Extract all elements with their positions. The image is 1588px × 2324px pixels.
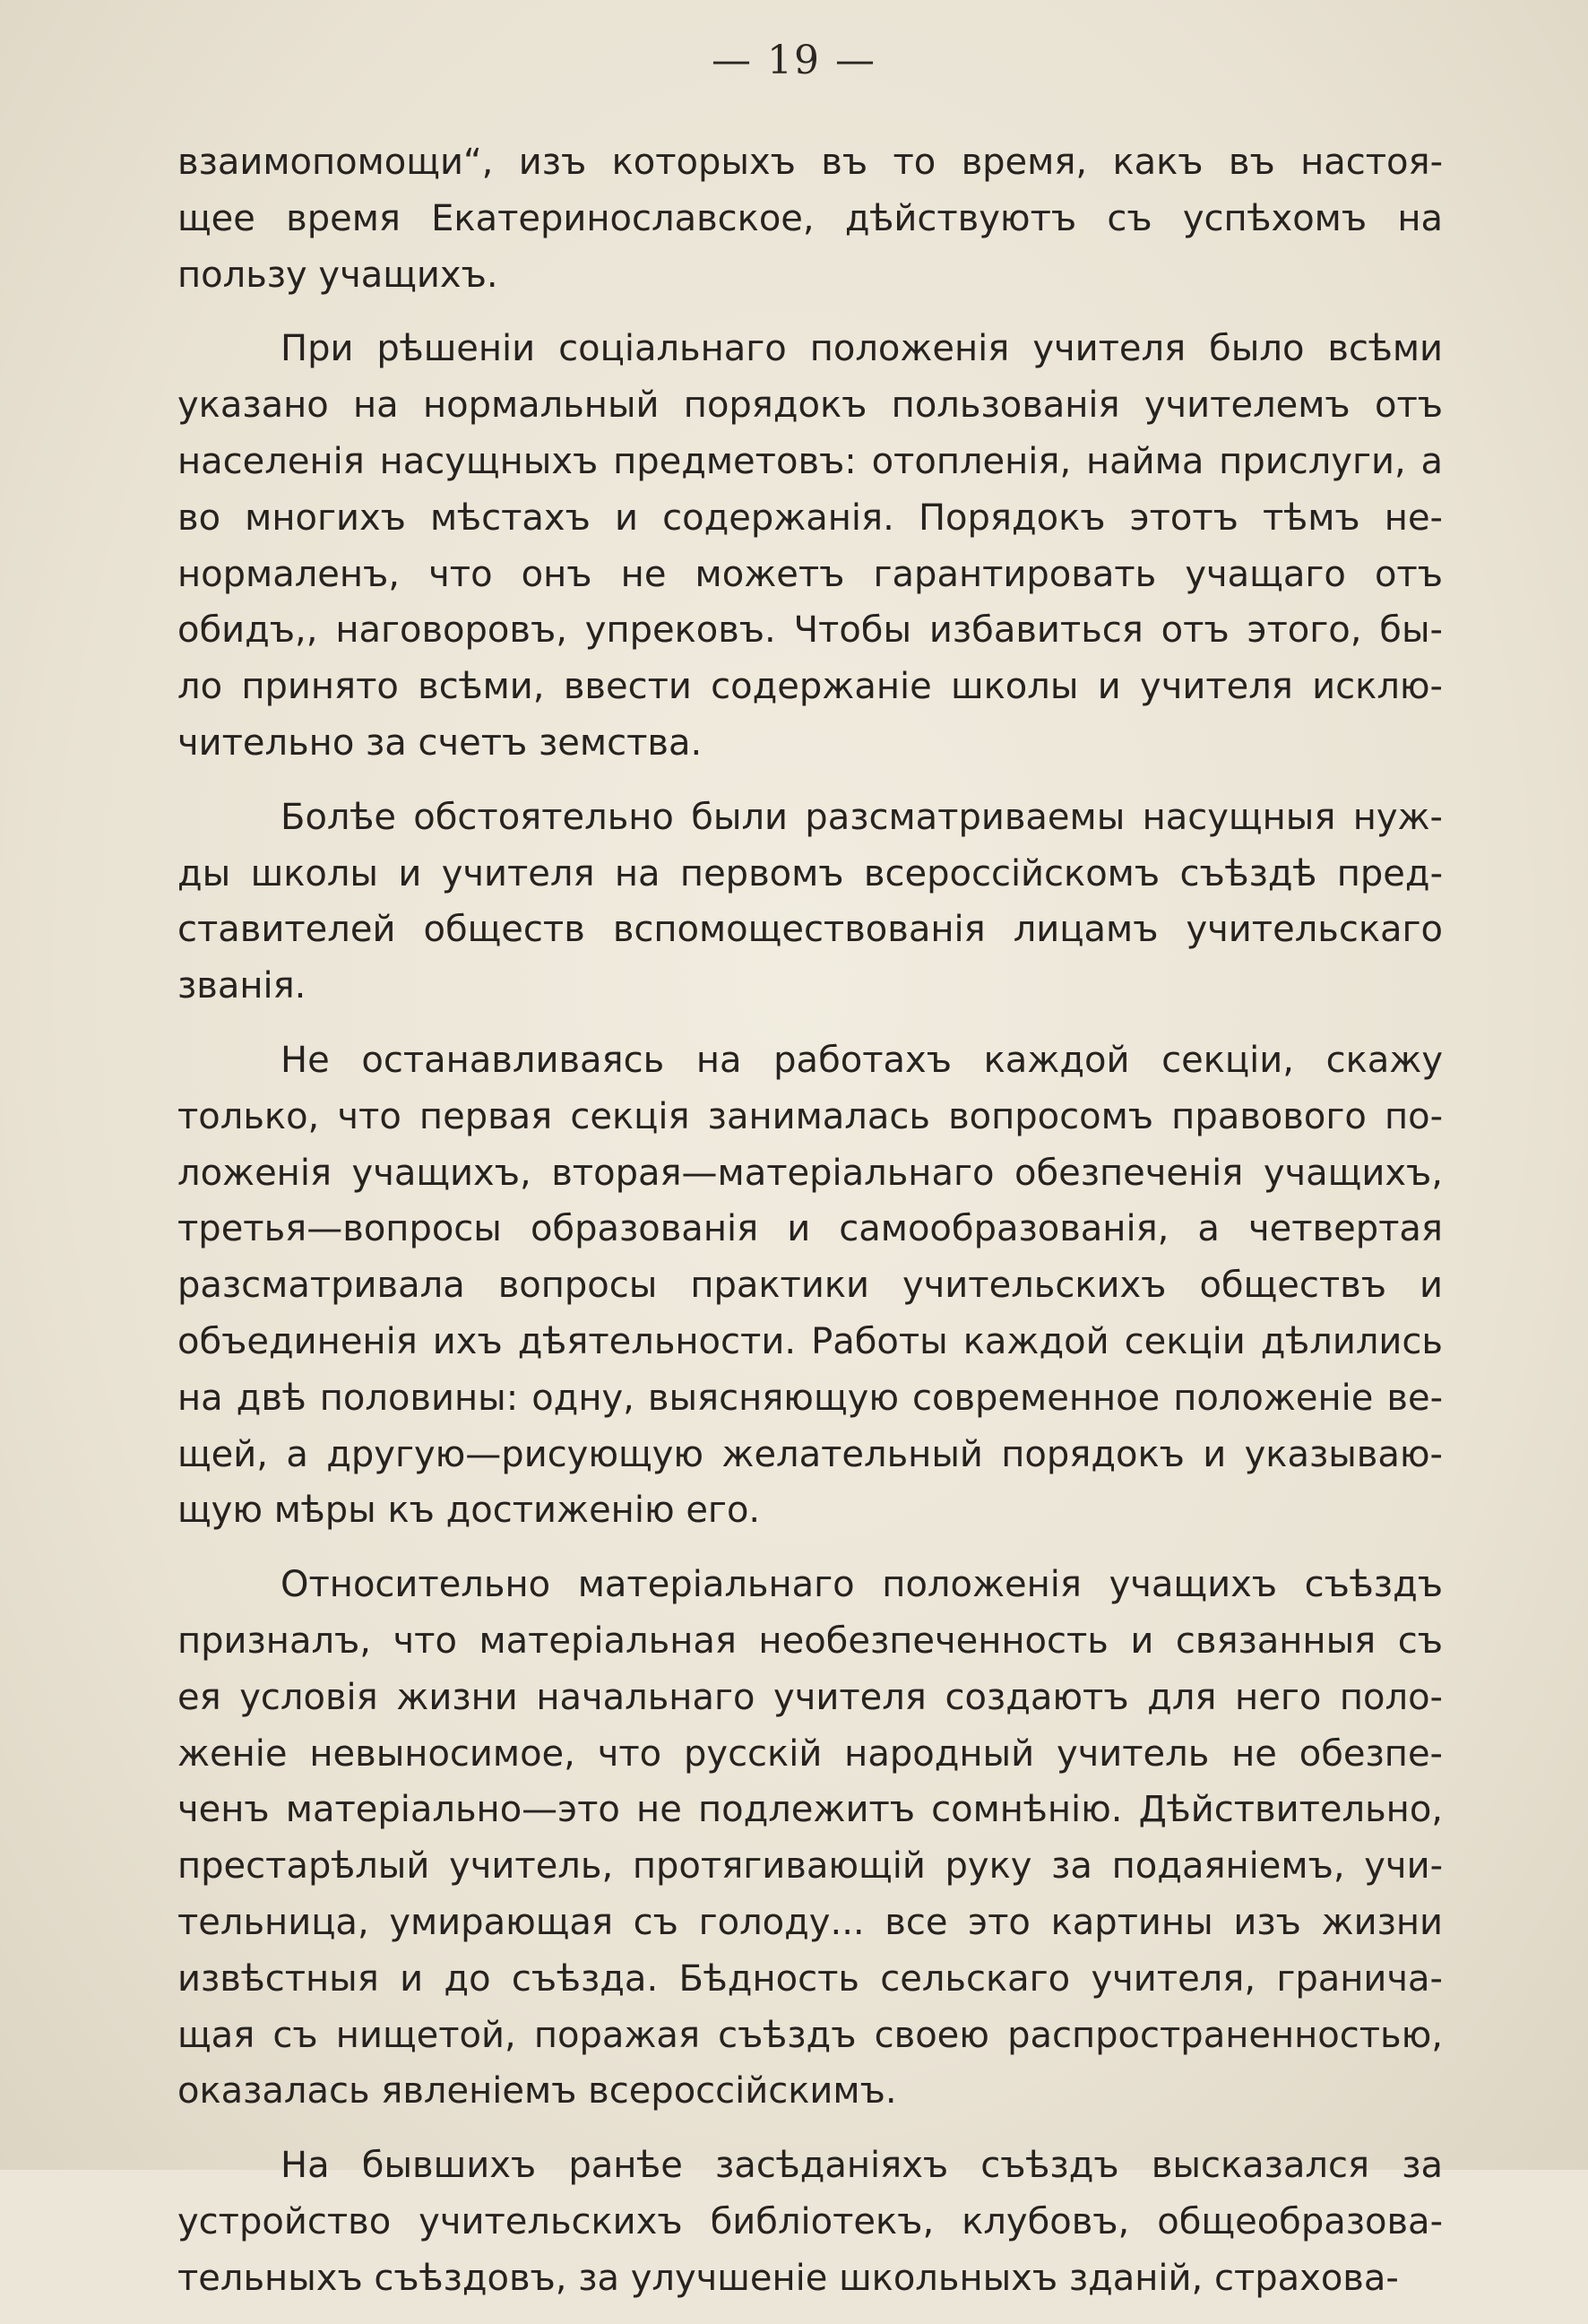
text-line: Относительно матеріальнаго положенія учащихъ съѣздъ [280,1564,1443,1606]
text-line: нормаленъ, что онъ не можетъ гарантировать учащаго отъ [177,553,1443,595]
text-line: ставителей обществ вспомоществованія лицамъ учительскаго [177,909,1443,951]
paragraph [177,790,1443,1015]
text-line: На бывшихъ ранѣе засѣданіяхъ съѣздъ высказался за [280,2145,1443,2187]
text-line: тельница, умирающая съ голоду... все это картины изъ жизни [177,1901,1443,1943]
text-line: тельныхъ съѣздовъ, за улучшеніе школьныхъ зданій, страхова- [177,2257,1399,2299]
text-line: ея условія жизни начальнаго учителя создаютъ для него поло- [177,1676,1443,1718]
text-line: ченъ матеріально—это не подлежитъ сомнѣнію. Дѣйствительно, [177,1789,1443,1831]
text-line: объединенія ихъ дѣятельности. Работы каждой секціи дѣлились [177,1320,1443,1362]
text-line: указано на нормальный порядокъ пользованія учителемъ отъ [177,384,1443,427]
paragraph [177,1557,1443,2120]
text-line: призналъ, что матеріальная необезпеченность и связанныя съ [177,1620,1443,1662]
text-line: разсматривала вопросы практики учительскихъ обществъ и [177,1265,1443,1307]
paragraph [177,2138,1443,2306]
text-line: При рѣшеніи соціальнаго положенія учителя было всѣми [280,328,1443,370]
text-line: престарѣлый учитель, протягивающій руку за подаяніемъ, учи- [177,1845,1443,1888]
text-line: Болѣе обстоятельно были разсматриваемы насущныя нуж- [280,796,1443,838]
paragraph [177,134,1443,303]
text-line: извѣстныя и до съѣзда. Бѣдность сельскаго учителя, гранича- [177,1957,1443,2000]
text-line: щей, а другую—рисующую желательный порядокъ и указываю- [177,1433,1443,1475]
text-line: ложенія учащихъ, вторая—матеріальнаго обезпеченія учащихъ, [177,1152,1443,1194]
page-text-body [177,134,1443,2324]
paragraph [177,1032,1443,1539]
text-line: женіе невыносимое, что русскій народный учитель не обезпе- [177,1732,1443,1775]
text-line: пользу учащихъ. [177,254,498,296]
text-line: чительно за счетъ земства. [177,721,703,764]
text-line: устройство учительскихъ библіотекъ, клубовъ, общеобразова- [177,2200,1443,2242]
text-line: оказалась явленіемъ всероссійскимъ. [177,2070,897,2112]
text-line: взаимопомощи“, изъ которыхъ въ то время, какъ въ настоя- [177,142,1443,183]
text-line: ло принято всѣми, ввести содержаніе школы и учителя исклю- [177,666,1443,708]
text-line: щее время Екатеринославское, дѣйствуютъ съ успѣхомъ на [177,197,1443,239]
text-line: на двѣ половины: одну, выясняющую современное положеніе ве- [177,1377,1443,1419]
text-line: званія. [177,965,306,1007]
text-line: только, что первая секція занималась вопросомъ правового по- [177,1095,1443,1137]
paragraph [177,321,1443,771]
text-line: щая съ нищетой, поражая съѣздъ своею распространенностью, [177,2014,1443,2056]
text-line: населенія насущныхъ предметовъ: отопленія, найма прислуги, а [177,440,1443,482]
text-line: обидъ,, наговоровъ, упрековъ. Чтобы избавиться отъ этого, бы- [177,609,1443,652]
text-line: во многихъ мѣстахъ и содержанія. Порядокъ этотъ тѣмъ не- [177,497,1443,539]
text-line: щую мѣры къ достиженію его. [177,1490,761,1532]
text-line: Не останавливаясь на работахъ каждой секціи, скажу [280,1039,1443,1081]
page-number: — 19 — [712,38,876,83]
text-line: ды школы и учителя на первомъ всероссійскомъ съѣздѣ пред- [177,852,1443,894]
text-line: третья—вопросы образованія и самообразованія, а четвертая [177,1208,1443,1250]
